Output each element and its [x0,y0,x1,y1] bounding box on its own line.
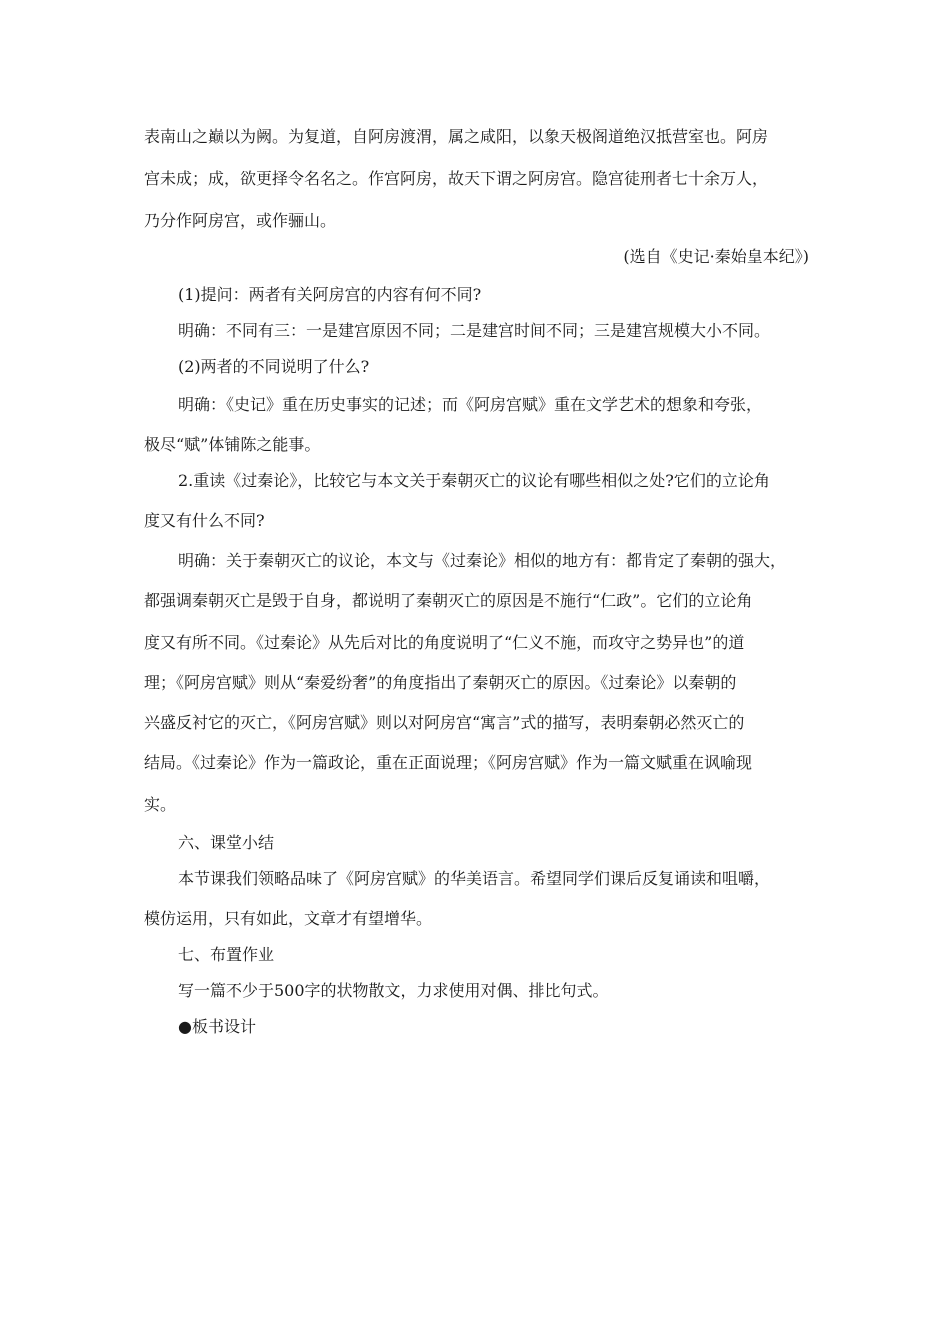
question-1: (1)提问：两者有关阿房宫的内容有何不同? [178,285,482,304]
answer-2-line-1: 明确：《史记》重在历史事实的记述；而《阿房宫赋》重在文学艺术的想象和夸张， [178,395,763,414]
answer-2-line-2: 极尽“赋”体铺陈之能事。 [144,435,321,454]
task-2-line-1: 2.重读《过秦论》，比较它与本文关于秦朝灭亡的议论有哪些相似之处?它们的立论角 [178,471,770,490]
task-2-answer-line-3: 度又有所不同。《过秦论》从先后对比的角度说明了“仁义不施，而攻守之势异也”的道 [144,633,745,652]
task-2-line-2: 度又有什么不同? [144,511,265,530]
section-6-body-line-1: 本节课我们领略品味了《阿房宫赋》的华美语言。希望同学们课后反复诵读和咀嚼， [178,869,771,888]
section-6-heading: 六、课堂小结 [178,833,275,852]
task-2-answer-line-4: 理；《阿房宫赋》则从“秦爱纷奢”的角度指出了秦朝灭亡的原因。《过秦论》以秦朝的 [144,673,737,692]
question-2: (2)两者的不同说明了什么? [178,357,370,376]
passage-line-3: 乃分作阿房宫，或作骊山。 [144,211,337,230]
answer-1: 明确：不同有三：一是建宫原因不同；二是建宫时间不同；三是建宫规模大小不同。 [178,321,771,340]
passage-line-2: 宫未成；成，欲更择令名名之。作宫阿房，故天下谓之阿房宫。隐宫徒刑者七十余万人， [144,169,769,188]
task-2-answer-line-2: 都强调秦朝灭亡是毁于自身，都说明了秦朝灭亡的原因是不施行“仁政”。它们的立论角 [144,591,753,610]
board-design-label: ●板书设计 [178,1017,256,1036]
section-6-body-line-2: 模仿运用，只有如此，文章才有望增华。 [144,909,433,928]
task-2-answer-line-7: 实。 [144,795,177,814]
task-2-answer-line-1: 明确：关于秦朝灭亡的议论，本文与《过秦论》相似的地方有：都肯定了秦朝的强大， [178,551,787,570]
passage-source: (选自《史记·秦始皇本纪》) [623,247,809,266]
passage-line-1: 表南山之巅以为阙。为复道，自阿房渡渭，属之咸阳，以象天极阁道绝汉抵营室也。阿房 [144,127,769,146]
section-7-heading: 七、布置作业 [178,945,275,964]
task-2-answer-line-6: 结局。《过秦论》作为一篇政论，重在正面说理；《阿房宫赋》作为一篇文赋重在讽喻现 [144,753,753,772]
section-7-body: 写一篇不少于500字的状物散文，力求使用对偶、排比句式。 [178,981,609,1000]
task-2-answer-line-5: 兴盛反衬它的灭亡，《阿房宫赋》则以对阿房宫“寓言”式的描写，表明秦朝必然灭亡的 [144,713,745,732]
